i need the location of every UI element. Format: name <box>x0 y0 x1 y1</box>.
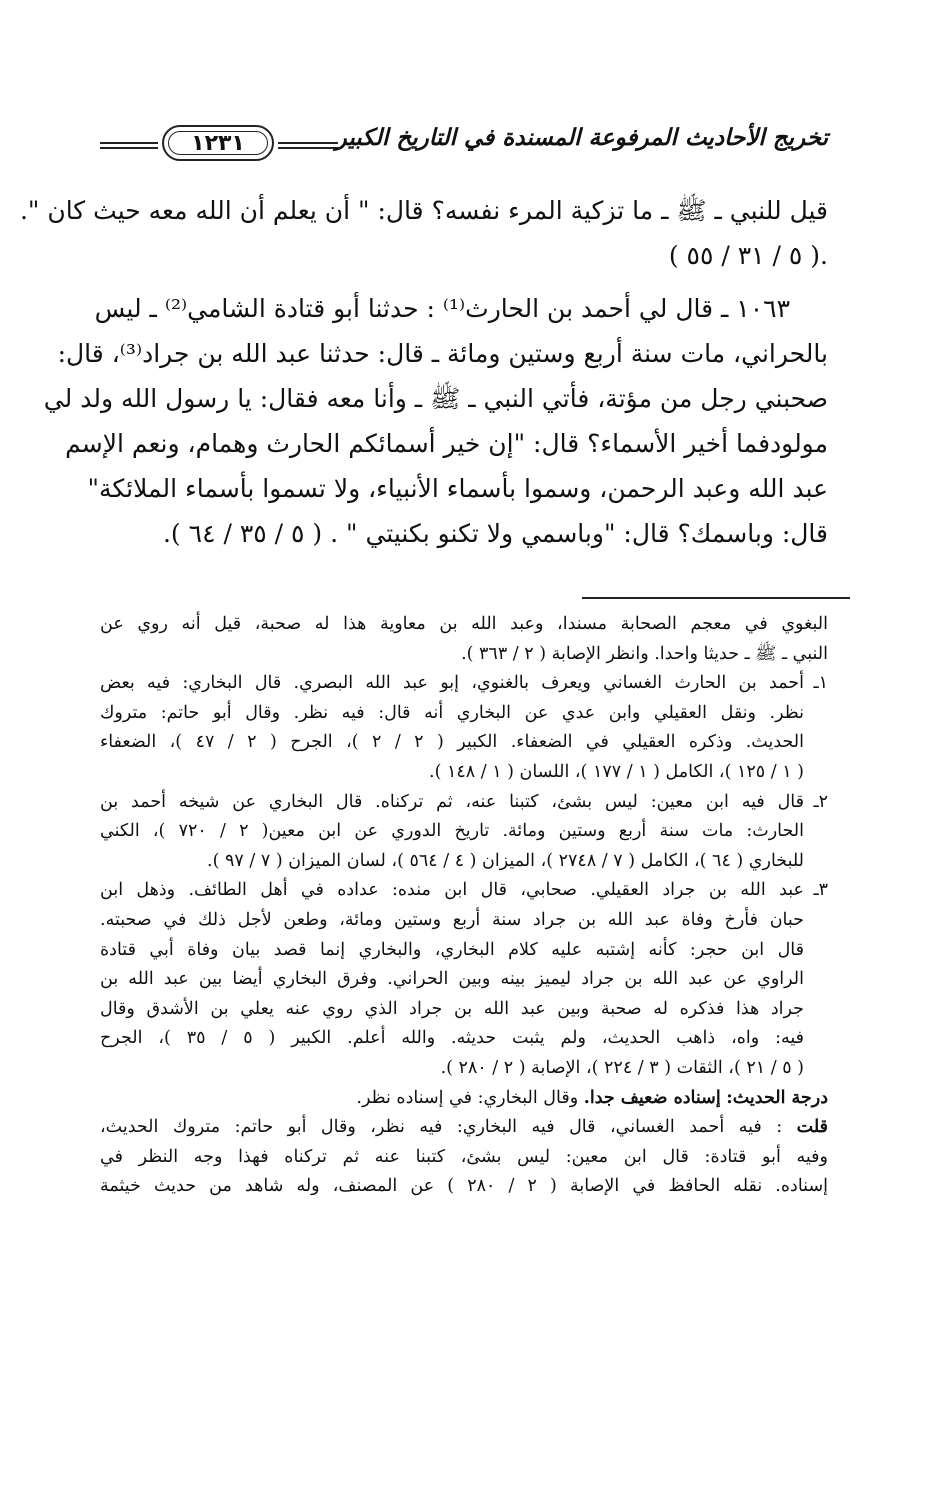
hadith-grade <box>100 1084 828 1114</box>
grade-line <box>100 1084 828 1114</box>
footnote-line: نظر. ونقل العقيلي وابن عدي عن البخاري أنه قال: فيه نظر. وقال أبو حاتم: متروك <box>100 702 804 723</box>
author-comment <box>100 1113 828 1202</box>
footnote-number: ١ـ <box>813 673 828 694</box>
text-line: .( ٥ / ٣١ / ٥٥ ) <box>668 241 828 270</box>
text-line: ١٠٦٣ ـ قال لي أحمد بن الحارث⁽¹⁾ : حدثنا أبو قتادة الشامي⁽²⁾ ـ ليس <box>94 294 790 323</box>
header-rule-middle <box>278 142 338 149</box>
footnote-line: قال ابن حجر: كأنه إشتبه عليه كلام البخاري، والبخاري إنما قصد بيان وفاة أبي قتادة <box>100 939 804 960</box>
footnote-line: الراوي عن عبد الله بن جراد ليميز بينه وبين الحراني. وفرق البخاري أيضا بين عبد الله بن <box>100 969 804 990</box>
footnote-line: ( ٥ / ٢١ )، الثقات ( ٣ / ٢٢٤ )، الإصابة ( ٢ / ٢٨٠ ). <box>440 1057 804 1078</box>
text-line: مولودفما أخير الأسماء؟ قال: "إن خير أسمائكم الحارث وهمام، ونعم الإسم <box>65 429 828 458</box>
footnote-separator <box>582 597 850 599</box>
comment-line: إسناده. نقله الحافظ في الإصابة ( ٢ / ٢٨٠ ) عن المصنف، وله شاهد من حديث خيثمة <box>100 1176 828 1197</box>
grade-label: درجة الحديث: <box>726 1087 828 1108</box>
footnote-line: البغوي في معجم الصحابة مسندا، وعبد الله بن معاوية هذا له صحبة، قيل أنه روي عن <box>100 614 828 634</box>
footnote-number: ٢ـ <box>813 791 828 812</box>
text-line: قال: وباسمك؟ قال: "وباسمي ولا تكنو بكنيتي " . ( ٥ / ٣٥ / ٦٤ ). <box>162 519 828 548</box>
footnote-line: النبي ـ ﷺ ـ حديثا واحدا. وانظر الإصابة ( ٢ / ٣٦٣ ). <box>461 643 828 664</box>
footnote-line: الحارث: مات سنة أربع وستين ومائة. تاريخ الدوري عن ابن معين( ٢ / ٧٢٠ )، الكني <box>100 821 805 842</box>
main-text <box>19 188 828 556</box>
comment-text: : فيه أحمد الغساني، قال فيه البخاري: فيه نظر، وقال أبو حاتم: متروك الحديث، <box>100 1117 783 1138</box>
running-title: تخريج الأحاديث المرفوعة المسندة في التاريخ الكبير <box>335 124 828 151</box>
comment-line <box>100 1113 828 1143</box>
footnote-line: حبان فأرخ وفاة عبد الله بن جراد سنة أربع وستين ومائة، وطعن لأجل ذلك في صحبته. <box>100 909 804 930</box>
hadith-1063-paragraph <box>43 286 828 556</box>
page-number-badge <box>162 125 274 161</box>
footnote-text: قال فيه ابن معين: ليس بشئ، كتبنا عنه، ثم تركناه. قال البخاري عن شيخه أحمد بن <box>100 791 804 812</box>
header-rule-left <box>100 142 158 149</box>
comment-line: وفيه أبو قتادة: قال ابن معين: ليس بشئ، كتبنا عنه ثم تركناه فهذا وجه النظر في <box>100 1146 828 1167</box>
footnote-line: جراد هذا فذكره له صحبة وبين عبد الله بن جراد الذي روي عنه يعلي بن الأشدق وقال <box>100 998 804 1019</box>
footnote-line: فيه: واه، ذاهب الحديث، ولم يثبت حديثه. والله أعلم. الكبير ( ٥ / ٣٥ )، الجرح <box>100 1028 805 1049</box>
footnote-number: ٣ـ <box>813 880 828 901</box>
grade-note: وقال البخاري: في إسناده نظر. <box>356 1087 579 1108</box>
text-line: صحبني رجل من مؤتة، فأتي النبي ـ ﷺ ـ وأنا معه فقال: يا رسول الله ولد لي <box>43 384 828 413</box>
footnote-text: عبد الله بن جراد العقيلي. صحابي، قال ابن منده: عداده في أهل الطائف. وذهل ابن <box>100 880 804 901</box>
footnote-text: أحمد بن الحارث الغساني ويعرف بالغنوي، إبو عبد الله البصري. قال البخاري: فيه بعض <box>100 673 804 694</box>
footnotes <box>100 610 828 1202</box>
page-header <box>100 122 828 170</box>
footnote-line <box>100 669 828 699</box>
footnote-3 <box>100 876 828 1083</box>
footnote-2 <box>100 788 828 877</box>
footnote-line: الحديث. وذكره العقيلي في الضعفاء. الكبير ( ٢ / ٢ )، الجرح ( ٢ / ٤٧ )، الضعفاء <box>100 732 805 753</box>
page-number: ١٢٣١ <box>191 130 245 156</box>
hadith-ending-paragraph <box>19 188 828 278</box>
footnote-line <box>100 876 828 906</box>
footnote-line: ( ١ / ١٢٥ )، الكامل ( ١ / ١٧٧ )، اللسان ( ١ / ١٤٨ ). <box>429 761 804 782</box>
footnote-continuation <box>100 610 828 669</box>
footnote-line <box>100 788 828 818</box>
comment-label: قلت <box>796 1117 828 1138</box>
footnote-1 <box>100 669 828 787</box>
grade-verdict: إسناده ضعيف جدا. <box>583 1087 721 1108</box>
text-line: عبد الله وعبد الرحمن، وسموا بأسماء الأنبياء، ولا تسموا بأسماء الملائكة" <box>87 474 828 503</box>
text-line: بالحراني، مات سنة أربع وستين ومائة ـ قال: حدثنا عبد الله بن جراد⁽³⁾، قال: <box>57 339 828 368</box>
text-line: قيل للنبي ـ ﷺ ـ ما تزكية المرء نفسه؟ قال: " أن يعلم أن الله معه حيث كان ". <box>19 196 828 225</box>
footnote-line: للبخاري ( ٦٤ )، الكامل ( ٧ / ٢٧٤٨ )، الميزان ( ٤ / ٥٦٤ )، لسان الميزان ( ٧ / ٩٧ ). <box>207 850 804 871</box>
